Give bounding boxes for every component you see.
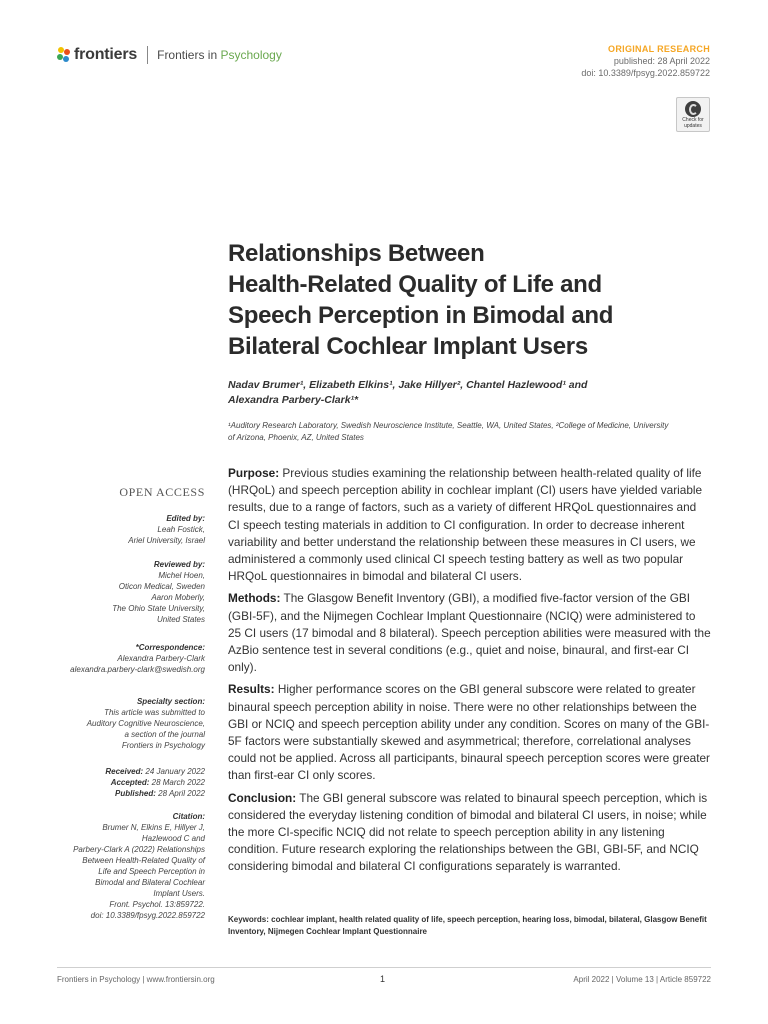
footer-issue-info: April 2022 | Volume 13 | Article 859722 — [573, 975, 711, 984]
abstract — [228, 465, 711, 881]
reviewers-section: Reviewed by: Michel Hoen, Oticon Medical, Sweden Aaron Moberly, The Ohio State University, United States — [112, 560, 205, 624]
correspondence-section: *Correspondence: Alexandra Parbery-Clark alexandra.parbery-clark@swedish.org — [15, 642, 205, 675]
article-doi[interactable]: doi: 10.3389/fpsyg.2022.859722 — [581, 68, 710, 78]
dates-section: Received: 24 January 2022 Accepted: 28 March 2022 Published: 28 April 2022 — [105, 767, 205, 798]
journal-name: Frontiers in Psychology — [157, 48, 282, 62]
check-for-updates-badge[interactable]: Check for updates — [676, 97, 710, 132]
citation-section: Citation: Brumer N, Elkins E, Hillyer J, Hazlewood C and Parbery-Clark A (2022) Relationships Between Health-Related Quality of Life and Speech Perception in Bimodal and Bilateral Cochlear Implant Users. Front. Psychol. 13:859722. doi: 10.3389/fpsyg.2022.859722 — [30, 811, 205, 921]
correspondence-email[interactable]: alexandra.parbery-clark@swedish.org — [70, 665, 205, 674]
logo-divider — [147, 46, 148, 64]
abstract-purpose: Purpose: Previous studies examining the relationship between health-related quality of life (HRQoL) and speech perception ability in cochlear implant (CI) users have yielded variable results, due to a range of factors, such as a variety of different HRQoL questionnaires and CI speech testing materials in addition to CI configuration. In order to decrease inherent variability and better understand the relationship between these measures in CI users, we administered a commonly used clinical CI speech testing battery as well as two popular HRQoL questionnaires in bimodal and bilateral CI users. — [228, 466, 703, 584]
footer-divider — [57, 967, 711, 968]
check-updates-icon — [685, 101, 701, 117]
keywords: Keywords: cochlear implant, health related quality of life, speech perception, hearing loss, bimodal, bilateral, Glasgow Benefit Inventory, Nijmegen Cochlear Implant Questionnaire — [228, 915, 707, 936]
article-type: ORIGINAL RESEARCH — [608, 44, 710, 54]
abstract-results: Results: Higher performance scores on the GBI general subscore were related to greater binaural speech perception ability in noise. There were no other relationships between the GBI or NCIQ and speech perception ability under any condition. Scores on many of the GBI-5F factors were substantially skewed and asymmetrical; therefore, correlational analyses could not be applied. Across all participants, binaural speech perception scores were greater than first-ear CI only scores. — [228, 682, 710, 783]
editor-section: Edited by: Leah Fostick, Ariel University, Israel — [128, 514, 205, 545]
article-meta — [581, 43, 710, 79]
frontiers-logo-icon — [57, 47, 71, 63]
affiliations: ¹Auditory Research Laboratory, Swedish Neuroscience Institute, Seattle, WA, United States, ²College of Medicine, University of Arizona, Phoenix, AZ, United States — [228, 421, 669, 442]
journal-logo[interactable] — [57, 44, 282, 66]
article-title: Relationships Between Health-Related Quality of Life and Speech Perception in Bimodal and Bilateral Cochlear Implant Users — [228, 240, 614, 360]
abstract-methods: Methods: The Glasgow Benefit Inventory (GBI), a modified five-factor version of the GBI (GBI-5F), and the Nijmegen Cochlear Implant Questionnaire (NCIQ) were administered to 25 CI users (17 bimodal and 8 bilateral). Speech perception abilities were measured with the AzBio sentence test in several conditions (e.g., quiet and noise, binaural, and first-ear CI only). — [228, 591, 711, 675]
brand-name: frontiers — [74, 46, 138, 63]
author-list: Nadav Brumer¹, Elizabeth Elkins¹, Jake Hillyer², Chantel Hazlewood¹ and Alexandra Parbery-Clark¹* — [228, 379, 588, 406]
abstract-conclusion: Conclusion: The GBI general subscore was related to binaural speech perception, which is considered the everyday listening condition of bimodal and bilateral CI users, in noise; while the more CI-specific NCIQ did not relate to speech perception ability in any listening condition. Future research exploring the relationships between the GBI, GBI-5F, and NCIQ considering bimodal and bilateral CI configurations separately is warranted. — [228, 790, 708, 874]
published-date: published: 28 April 2022 — [613, 56, 710, 66]
specialty-section: Specialty section: This article was submitted to Auditory Cognitive Neuroscience, a section of the journal Frontiers in Psychology — [86, 697, 205, 750]
citation-doi[interactable]: doi: 10.3389/fpsyg.2022.859722 — [90, 911, 205, 920]
page-number: 1 — [380, 974, 386, 984]
open-access-label: OPEN ACCESS — [119, 485, 205, 499]
footer-journal-link[interactable]: Frontiers in Psychology | www.frontiersin.org — [57, 975, 215, 984]
